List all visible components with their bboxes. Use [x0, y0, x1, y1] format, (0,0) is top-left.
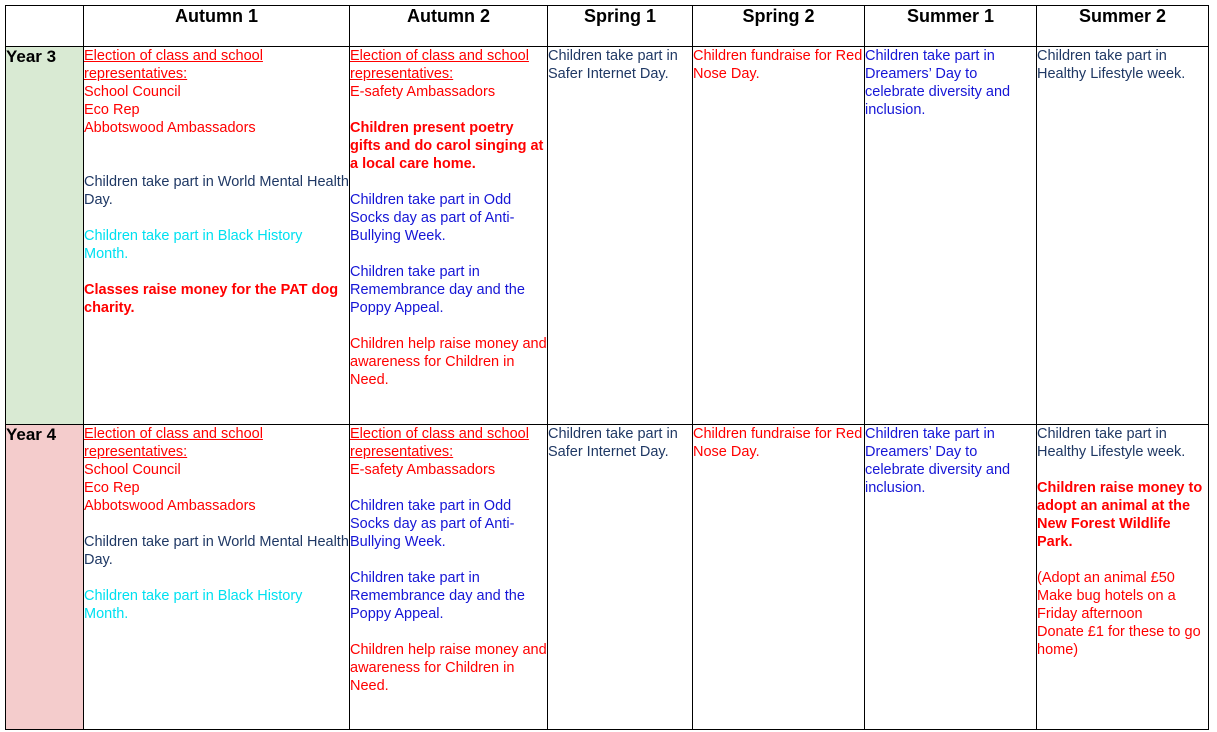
year-4-label: Year 4	[6, 425, 84, 730]
header-row	[6, 6, 1209, 47]
role-eco-rep: Eco Rep	[84, 102, 140, 118]
safer-internet-day: Children take part in Safer Internet Day.	[548, 426, 678, 460]
donate-note: Donate £1 for these to go home)	[1037, 624, 1201, 658]
year-4-row	[6, 425, 1209, 730]
red-nose-day: Children fundraise for Red Nose Day.	[693, 426, 863, 460]
safer-internet-day: Children take part in Safer Internet Day.	[548, 48, 678, 82]
year-3-label: Year 3	[6, 47, 84, 425]
election-heading: Election of class and school representatives:	[350, 48, 529, 82]
year-3-row	[6, 47, 1209, 425]
election-heading: Election of class and school representatives:	[84, 426, 263, 460]
role-abbotswood-ambassadors: Abbotswood Ambassadors	[84, 498, 256, 514]
mental-health-day: Children take part in World Mental Health Day.	[84, 174, 349, 208]
dreamers-day: Children take part in Dreamers’ Day to celebrate diversity and inclusion.	[865, 426, 1011, 496]
adopt-details	[1037, 569, 1208, 659]
year-3-spring-1-cell	[548, 47, 693, 425]
year-4-summer-2-cell	[1037, 425, 1209, 730]
pat-dog-charity: Classes raise money for the PAT dog charity.	[84, 282, 339, 316]
election-heading: Election of class and school representatives:	[350, 426, 529, 460]
role-eco-rep: Eco Rep	[84, 480, 140, 496]
header-summer-2: Summer 2	[1037, 6, 1209, 47]
role-e-safety-ambassadors: E-safety Ambassadors	[350, 84, 496, 100]
role-school-council: School Council	[84, 462, 181, 478]
header-spring-2: Spring 2	[693, 6, 865, 47]
header-summer-1: Summer 1	[865, 6, 1037, 47]
role-e-safety-ambassadors: E-safety Ambassadors	[350, 462, 496, 478]
year-4-spring-2-cell	[693, 425, 865, 730]
year-4-spring-1-cell	[548, 425, 693, 730]
black-history-month: Children take part in Black History Month.	[84, 228, 303, 262]
poetry-carol-singing: Children present poetry gifts and do carol singing at a local care home.	[350, 120, 544, 172]
year-4-summer-1-cell	[865, 425, 1037, 730]
black-history-month: Children take part in Black History Month.	[84, 588, 303, 622]
remembrance-day: Children take part in Remembrance day and the Poppy Appeal.	[350, 264, 525, 316]
header-corner	[6, 6, 84, 47]
enrichment-table	[5, 5, 1209, 730]
mental-health-day: Children take part in World Mental Health Day.	[84, 534, 349, 568]
year-3-summer-2-cell	[1037, 47, 1209, 425]
adopt-an-animal: Children raise money to adopt an animal at the New Forest Wildlife Park.	[1037, 480, 1203, 550]
odd-socks-day: Children take part in Odd Socks day as part of Anti-Bullying Week.	[350, 498, 515, 550]
header-autumn-2: Autumn 2	[350, 6, 548, 47]
dreamers-day: Children take part in Dreamers’ Day to celebrate diversity and inclusion.	[865, 48, 1011, 118]
healthy-lifestyle-week: Children take part in Healthy Lifestyle week.	[1037, 426, 1186, 460]
adopt-price: (Adopt an animal £50	[1037, 570, 1175, 586]
red-nose-day: Children fundraise for Red Nose Day.	[693, 48, 863, 82]
role-school-council: School Council	[84, 84, 181, 100]
year-3-spring-2-cell	[693, 47, 865, 425]
year-3-autumn-2-cell	[350, 47, 548, 425]
election-heading: Election of class and school representatives:	[84, 48, 263, 82]
children-in-need: Children help raise money and awareness for Children in Need.	[350, 642, 547, 694]
role-abbotswood-ambassadors: Abbotswood Ambassadors	[84, 120, 256, 136]
bug-hotels: Make bug hotels on a Friday afternoon	[1037, 588, 1176, 622]
year-4-autumn-1-cell	[84, 425, 350, 730]
header-spring-1: Spring 1	[548, 6, 693, 47]
children-in-need: Children help raise money and awareness for Children in Need.	[350, 336, 547, 388]
year-4-autumn-2-cell	[350, 425, 548, 730]
odd-socks-day: Children take part in Odd Socks day as part of Anti-Bullying Week.	[350, 192, 515, 244]
year-3-summer-1-cell	[865, 47, 1037, 425]
healthy-lifestyle-week: Children take part in Healthy Lifestyle week.	[1037, 48, 1186, 82]
year-3-autumn-1-cell	[84, 47, 350, 425]
remembrance-day: Children take part in Remembrance day and the Poppy Appeal.	[350, 570, 525, 622]
header-autumn-1: Autumn 1	[84, 6, 350, 47]
